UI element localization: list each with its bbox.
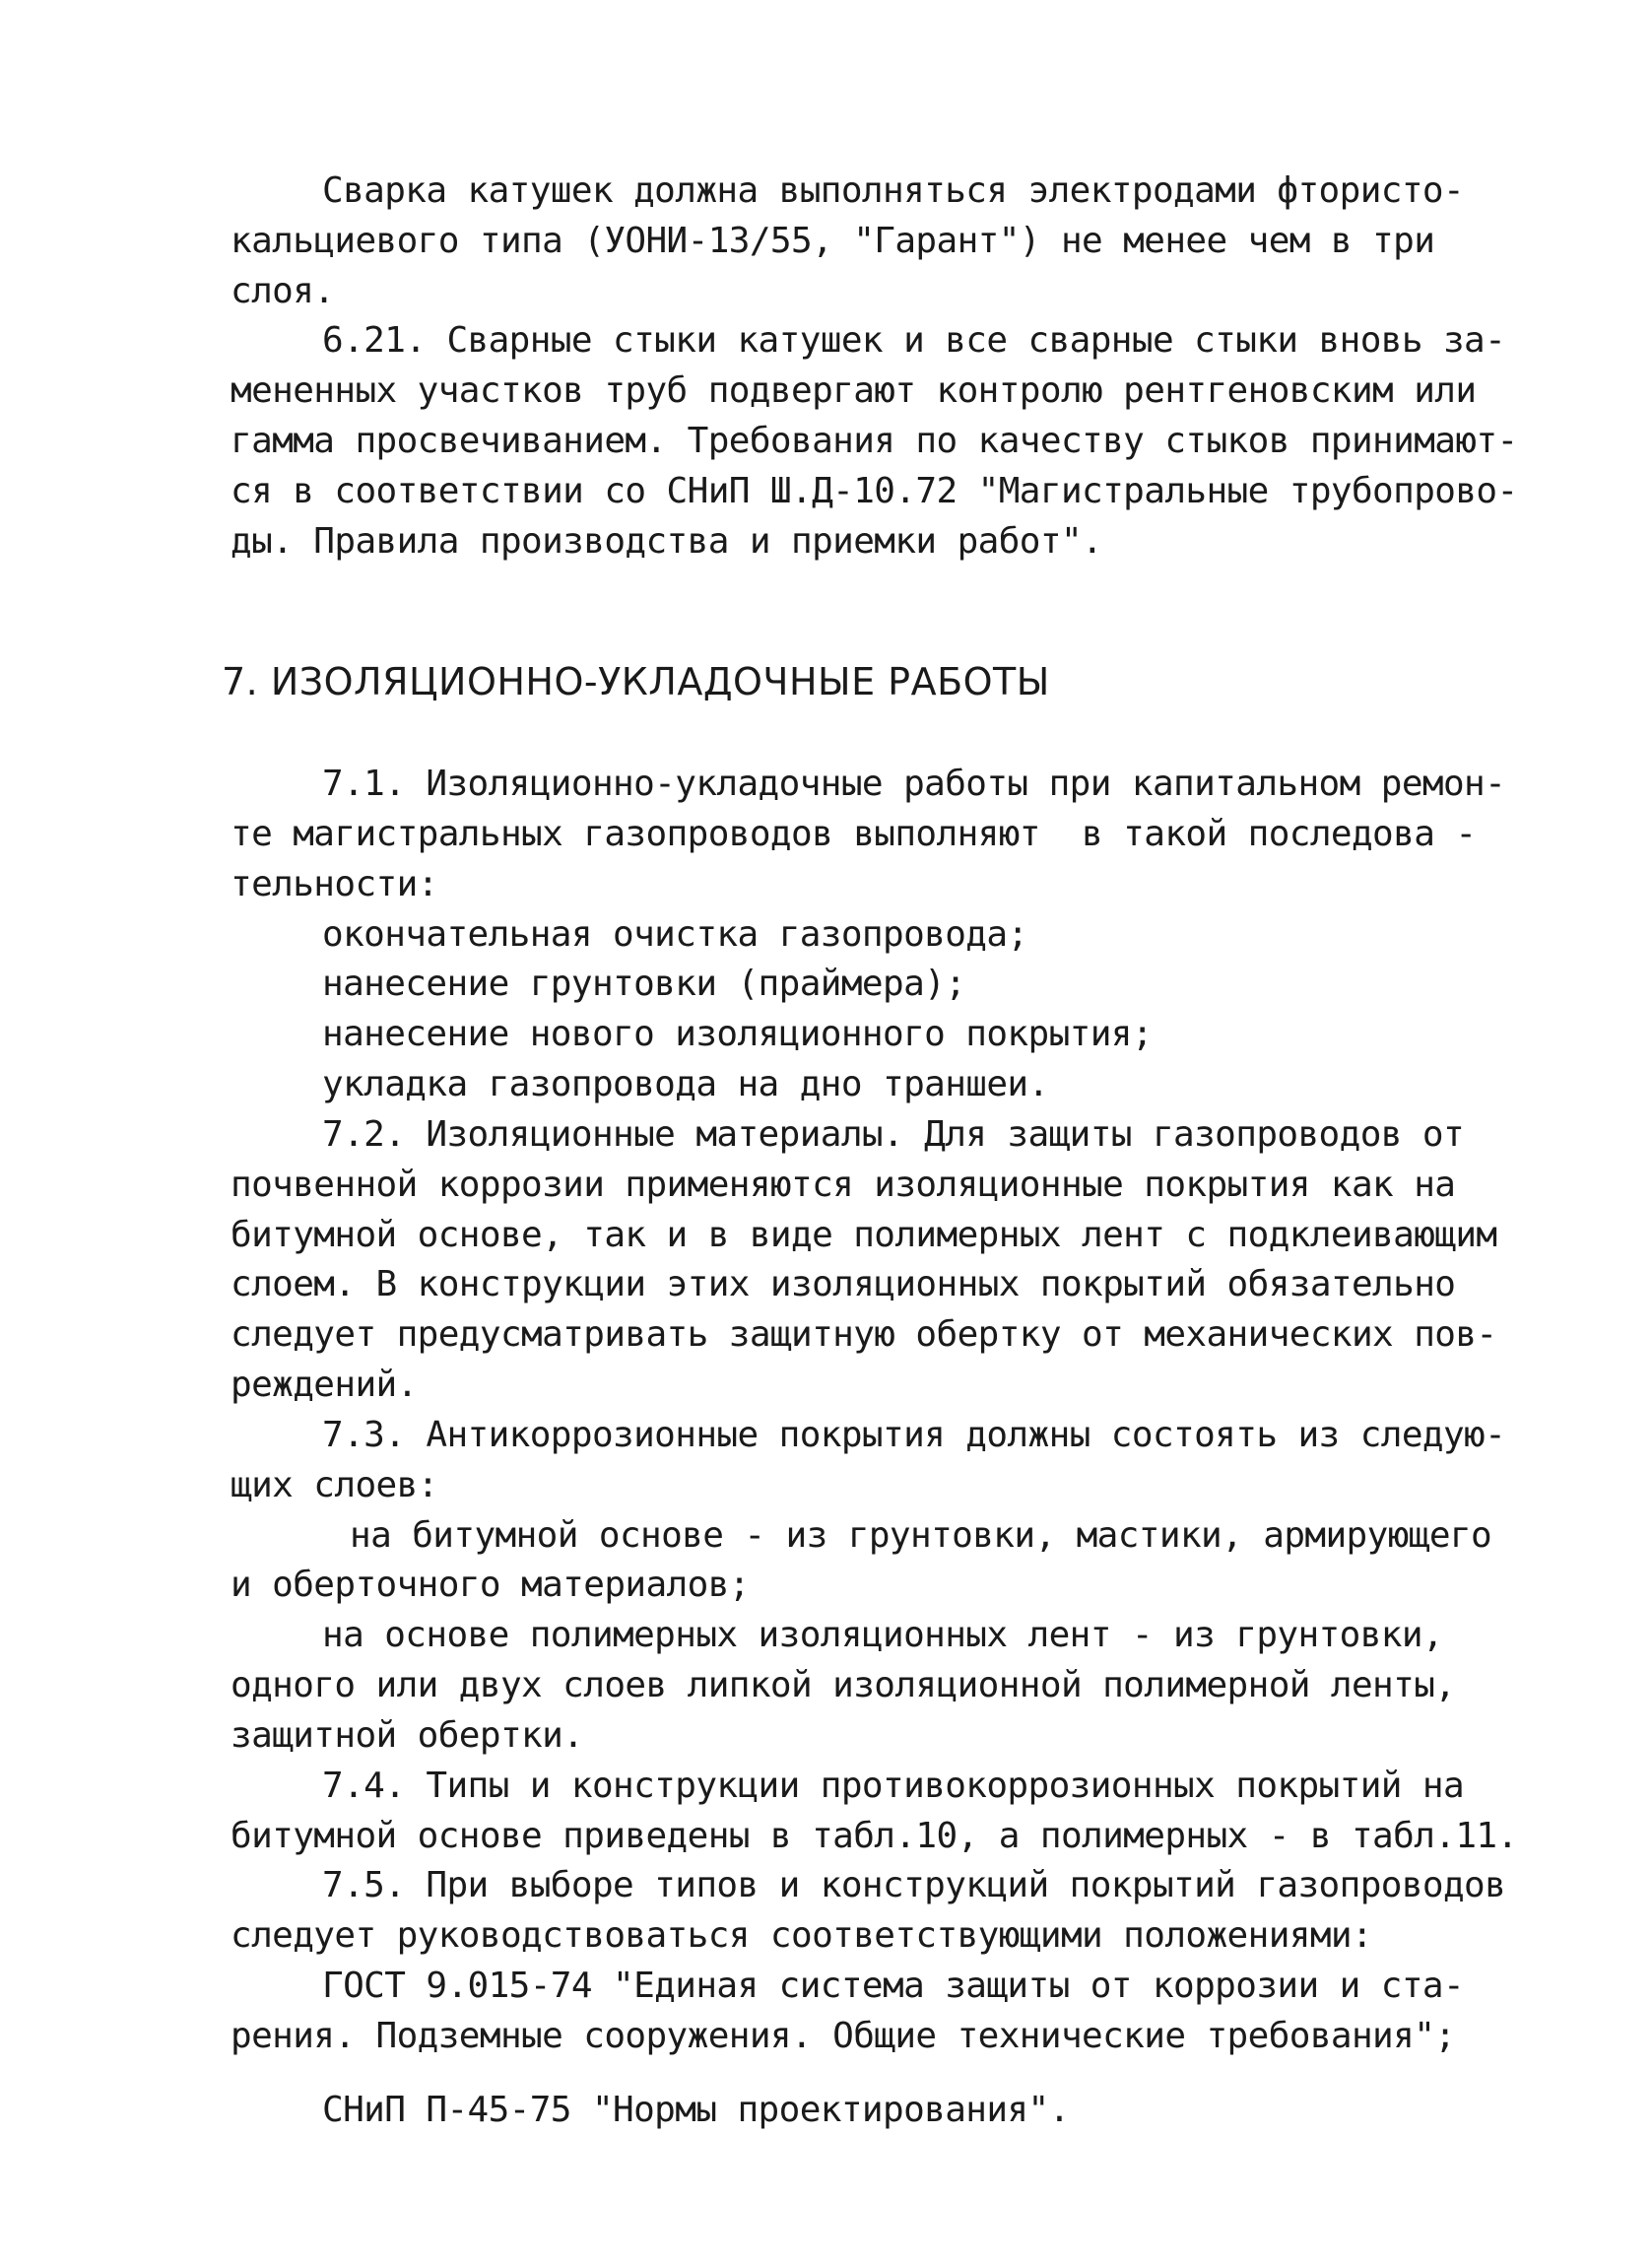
paragraph-line: 6.21. Сварные стыки катушек и все сварные стыки вновь за- [322,320,1506,361]
paragraph-line: почвенной коррозии применяются изоляционные покрытия как на [231,1165,1456,1205]
list-item: нанесение грунтовки (праймера); [322,964,966,1004]
paragraph-line: 7.5. При выборе типов и конструкций покрытий газопроводов [322,1865,1506,1905]
paragraph-line: ды. Правила производства и приемки работ". [231,521,1103,562]
paragraph-line: Сварка катушек должна выполняться электродами фтористо- [322,170,1465,211]
reference-line: рения. Подземные сооружения. Общие технические требования"; [231,2016,1456,2056]
paragraph-line: тельности: [231,864,438,904]
paragraph-line: реждений. [231,1365,418,1405]
paragraph-line: следует руководствоваться соответствующими положениями: [231,1915,1373,1956]
reference-line: ГОСТ 9.015-74 "Единая система защиты от коррозии и ста- [322,1966,1465,2006]
paragraph-line: и оберточного материалов; [231,1565,750,1605]
list-item: укладка газопровода на дно траншеи. [322,1064,1049,1104]
paragraph-line: 7.2. Изоляционные материалы. Для защиты газопроводов от [322,1114,1465,1155]
paragraph-line: 7.3. Антикоррозионные покрытия должны состоять из следую- [322,1415,1506,1455]
paragraph-line: ся в соответствии со СНиП Ш.Д-10.72 "Магистральные трубопрово- [231,471,1518,511]
section-heading: 7. ИЗОЛЯЦИОННО-УКЛАДОЧНЫЕ РАБОТЫ [222,660,1050,703]
list-item: нанесение нового изоляционного покрытия; [322,1014,1153,1054]
paragraph-line: 7.4. Типы и конструкции противокоррозионных покрытий на [322,1766,1465,1806]
paragraph-line: 7.1. Изоляционно-укладочные работы при капитальном ремон- [322,764,1506,804]
paragraph-line: кальциевого типа (УОНИ-13/55, "Гарант") не менее чем в три [231,221,1435,261]
paragraph-line: щих слоев: [231,1465,438,1505]
paragraph-line: защитной обертки. [231,1715,584,1756]
list-item: окончательная очистка газопровода; [322,914,1028,955]
paragraph-line: на битумной основе - из грунтовки, мастики, армирующего [350,1515,1492,1556]
paragraph-line: битумной основе, так и в виде полимерных лент с подклеивающим [231,1215,1497,1255]
paragraph-line: те магистральных газопроводов выполняют в такой последова - [231,814,1477,854]
paragraph-line: битумной основе приведены в табл.10, а полимерных - в табл.11. [231,1816,1518,1856]
reference-line: СНиП П-45-75 "Нормы проектирования". [322,2090,1070,2130]
paragraph-line: на основе полимерных изоляционных лент - из грунтовки, [322,1615,1443,1655]
paragraph-line: слоем. В конструкции этих изоляционных покрытий обязательно [231,1264,1456,1304]
paragraph-line: гамма просвечиванием. Требования по качеству стыков принимают- [231,421,1518,461]
paragraph-line: мененных участков труб подвергают контролю рентгеновским или [231,370,1477,411]
paragraph-line: одного или двух слоев липкой изоляционной полимерной ленты, [231,1665,1456,1705]
paragraph-line: следует предусматривать защитную обертку от механических пов- [231,1314,1497,1355]
paragraph-line: слоя. [231,271,335,311]
